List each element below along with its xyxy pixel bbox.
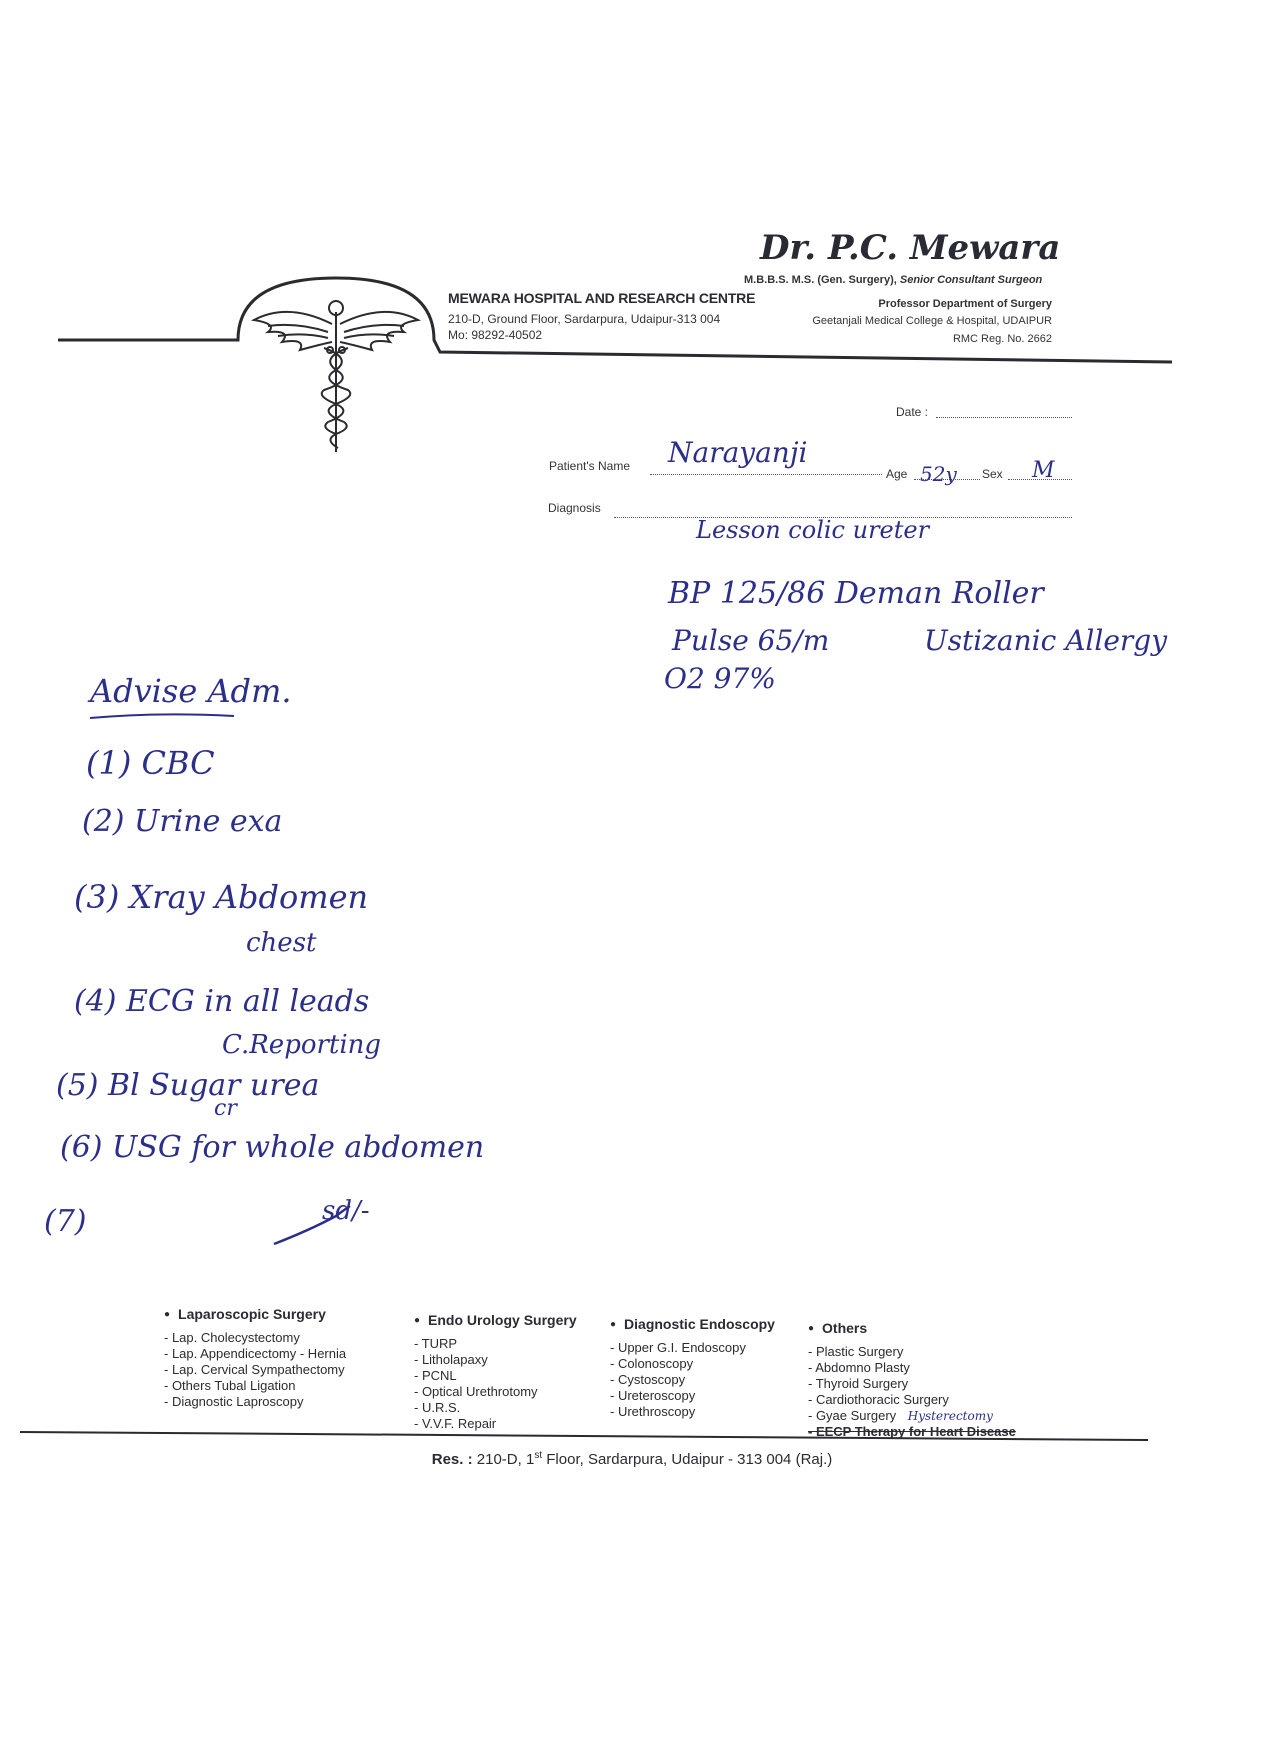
handwritten-allergy-note: Ustizanic Allergy (924, 624, 1168, 657)
handwritten-patient-name: Narayanji (668, 436, 808, 469)
service-column (164, 1306, 346, 1410)
service-item: - Colonoscopy (610, 1356, 694, 1371)
service-heading: ● Diagnostic Endoscopy (610, 1316, 775, 1332)
date-field[interactable] (936, 405, 1072, 418)
handwritten-advice-title: Advise Adm. (90, 672, 292, 710)
handwritten-item: (2) Urine exa (82, 804, 283, 839)
service-item: - Cystoscopy (610, 1372, 686, 1387)
service-item: - EECP Therapy for Heart Disease (808, 1424, 1016, 1439)
footer-rule (0, 1428, 1264, 1448)
service-item: - Urethroscopy (610, 1404, 696, 1419)
hospital-name: MEWARA HOSPITAL AND RESEARCH CENTRE (448, 290, 756, 306)
service-item: - Lap. Cervical Sympathectomy (164, 1362, 345, 1377)
service-item: - Plastic Surgery (808, 1344, 904, 1359)
handwritten-item: chest (246, 928, 317, 958)
signature-stroke (270, 1200, 370, 1250)
service-item: - Diagnostic Laproscopy (164, 1394, 304, 1409)
service-item: - PCNL (414, 1368, 457, 1383)
service-heading: ● Others (808, 1320, 1016, 1336)
service-column (808, 1320, 1016, 1440)
diagnosis-label: Diagnosis (548, 501, 601, 515)
handwritten-item: (6) USG for whole abdomen (60, 1130, 485, 1165)
rmc-number: RMC Reg. No. 2662 (952, 333, 1052, 345)
service-column (610, 1316, 775, 1420)
handwritten-diagnosis: Lesson colic ureter (696, 516, 930, 544)
handwritten-item: C.Reporting (222, 1030, 382, 1060)
service-item: - Abdomno Plasty (808, 1360, 910, 1375)
handwritten-gyae-note: Hysterectomy (907, 1409, 993, 1423)
service-item: - Optical Urethrotomy (414, 1384, 538, 1399)
service-item: - V.V.F. Repair (414, 1416, 497, 1431)
college-name: Geetanjali Medical College & Hospital, UDAIPUR (812, 315, 1052, 327)
handwritten-spo2: O2 97% (664, 662, 776, 695)
service-item: - Gyae Surgery Hysterectomy (808, 1408, 993, 1423)
service-item: - U.R.S. (414, 1400, 461, 1415)
service-item: - Lap. Appendicectomy - Hernia (164, 1346, 347, 1361)
age-label: Age (886, 467, 908, 481)
handwritten-item: (7) (44, 1204, 87, 1239)
handwritten-sex: M (1032, 458, 1055, 483)
service-heading: ● Laparoscopic Surgery (164, 1306, 346, 1322)
handwritten-age: 52y (920, 462, 957, 486)
handwritten-bp: BP 125/86 Deman Roller (668, 576, 1044, 611)
footer-address: Res. : 210-D, 1st Floor, Sardarpura, Udaipur - 313 004 (Raj.) (431, 1450, 833, 1468)
patient-name-label: Patient's Name (549, 459, 630, 473)
handwritten-pulse: Pulse 65/m (672, 624, 830, 657)
service-item: - Ureteroscopy (610, 1388, 696, 1403)
doctor-name: Dr. P.C. Mewara (760, 228, 1061, 268)
hospital-phone: Mo: 98292-40502 (448, 328, 543, 342)
service-item: - TURP (414, 1336, 458, 1351)
service-item: - Others Tubal Ligation (164, 1378, 296, 1393)
service-heading: ● Endo Urology Surgery (414, 1312, 577, 1328)
professor-title: Professor Department of Surgery (878, 298, 1052, 310)
hospital-address: 210-D, Ground Floor, Sardarpura, Udaipur-313 004 (448, 312, 721, 326)
service-item: - Cardiothoracic Surgery (808, 1392, 949, 1407)
service-item: - Lap. Cholecystectomy (164, 1330, 300, 1345)
advice-underline (88, 710, 238, 722)
handwritten-item: (5) Bl Sugar urea (56, 1068, 320, 1103)
handwritten-item: cr (214, 1096, 237, 1121)
header-rule (0, 0, 1264, 400)
service-item: - Thyroid Surgery (808, 1376, 909, 1391)
doctor-qualifications: M.B.B.S. M.S. (Gen. Surgery), Senior Consultant Surgeon (744, 274, 1043, 286)
caduceus-icon (248, 292, 424, 462)
handwritten-signature: sd/- (322, 1196, 370, 1226)
sex-label: Sex (982, 467, 1003, 481)
handwritten-item: (4) ECG in all leads (74, 984, 370, 1019)
handwritten-item: (3) Xray Abdomen (74, 878, 369, 916)
service-column (414, 1312, 577, 1432)
date-label: Date : (896, 405, 929, 419)
handwritten-item: (1) CBC (86, 744, 215, 782)
service-item: - Upper G.I. Endoscopy (610, 1340, 746, 1355)
service-item: - Litholapaxy (414, 1352, 488, 1367)
